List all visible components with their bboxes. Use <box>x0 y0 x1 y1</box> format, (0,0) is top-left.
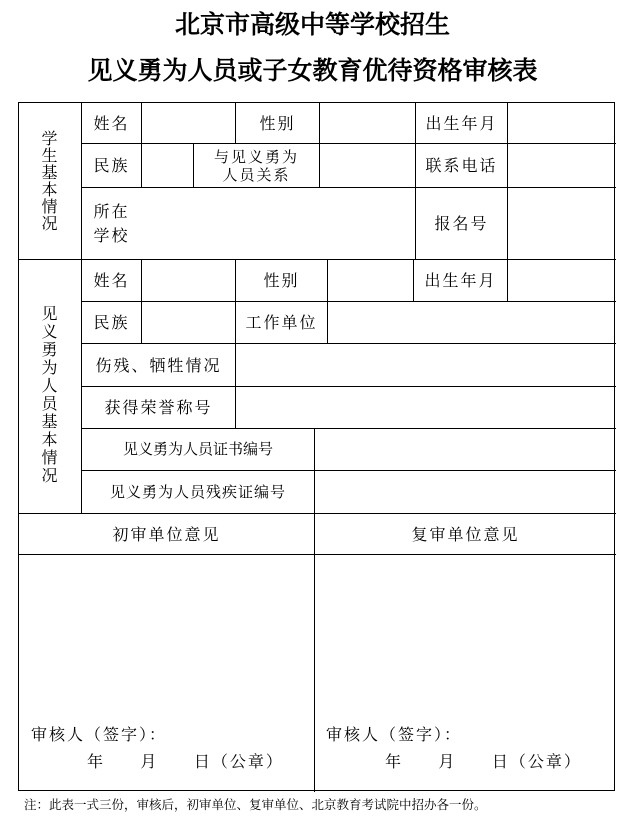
footnote: 注：此表一式三份，审核后，初审单位、复审单位、北京教育考试院中招办各一份。 <box>24 797 487 812</box>
review-split <box>314 513 315 792</box>
hero-name-label: 姓名 <box>93 271 130 290</box>
col-line <box>507 103 508 259</box>
injury-label: 伤残、牺牲情况 <box>95 355 222 375</box>
col-line <box>327 259 328 343</box>
hero-section-label: 见义勇为人员基本情况 <box>39 305 58 485</box>
col-line <box>319 103 320 187</box>
student-name-label: 姓名 <box>93 113 130 133</box>
final-reviewer-signature: 审核人（签字）： <box>326 725 463 744</box>
student-ethnicity-label: 民族 <box>93 156 130 175</box>
phone-label: 联系电话 <box>425 156 498 175</box>
title-line2: 见义勇为人员或子女教育优待资格审核表 <box>87 56 538 85</box>
review-header-divider <box>19 554 616 555</box>
hero-gender-label: 性别 <box>263 271 300 290</box>
school-label <box>82 188 141 259</box>
reg-no-label: 报名号 <box>434 214 489 233</box>
final-review-header: 复审单位意见 <box>411 524 520 544</box>
initial-review-header: 初审单位意见 <box>112 524 221 544</box>
student-gender-label: 性别 <box>259 113 296 133</box>
row-line <box>82 187 616 188</box>
cert-no-label: 见义勇为人员证书编号 <box>122 440 273 458</box>
student-section-label: 学生基本情况 <box>39 130 58 232</box>
col-line <box>507 259 508 301</box>
disability-cert-no-label: 见义勇为人员残疾证编号 <box>109 482 286 501</box>
relation-label-line2: 人员关系 <box>222 165 291 184</box>
hero-ethnicity-label: 民族 <box>93 313 130 332</box>
row-line <box>82 301 616 302</box>
col-line <box>141 103 142 187</box>
row-line <box>82 143 616 144</box>
initial-reviewer-signature: 审核人（签字）： <box>31 725 168 744</box>
review-form <box>18 102 615 791</box>
relation-label-line1: 与见义勇为 <box>213 147 299 166</box>
honor-label: 获得荣誉称号 <box>104 398 213 417</box>
school-label-line2: 学校 <box>93 225 130 245</box>
col-line <box>141 259 142 343</box>
relation-label <box>194 144 319 187</box>
title-line1: 北京市高级中等学校招生 <box>174 10 450 39</box>
hero-birth-label: 出生年月 <box>424 271 497 290</box>
final-review-date: 年 月 日（公章） <box>385 752 582 771</box>
initial-review-date: 年 月 日（公章） <box>87 752 284 771</box>
student-birth-label: 出生年月 <box>425 113 498 133</box>
col-line <box>314 428 315 513</box>
school-label-line1: 所在 <box>93 201 130 221</box>
work-unit-label: 工作单位 <box>245 313 318 332</box>
